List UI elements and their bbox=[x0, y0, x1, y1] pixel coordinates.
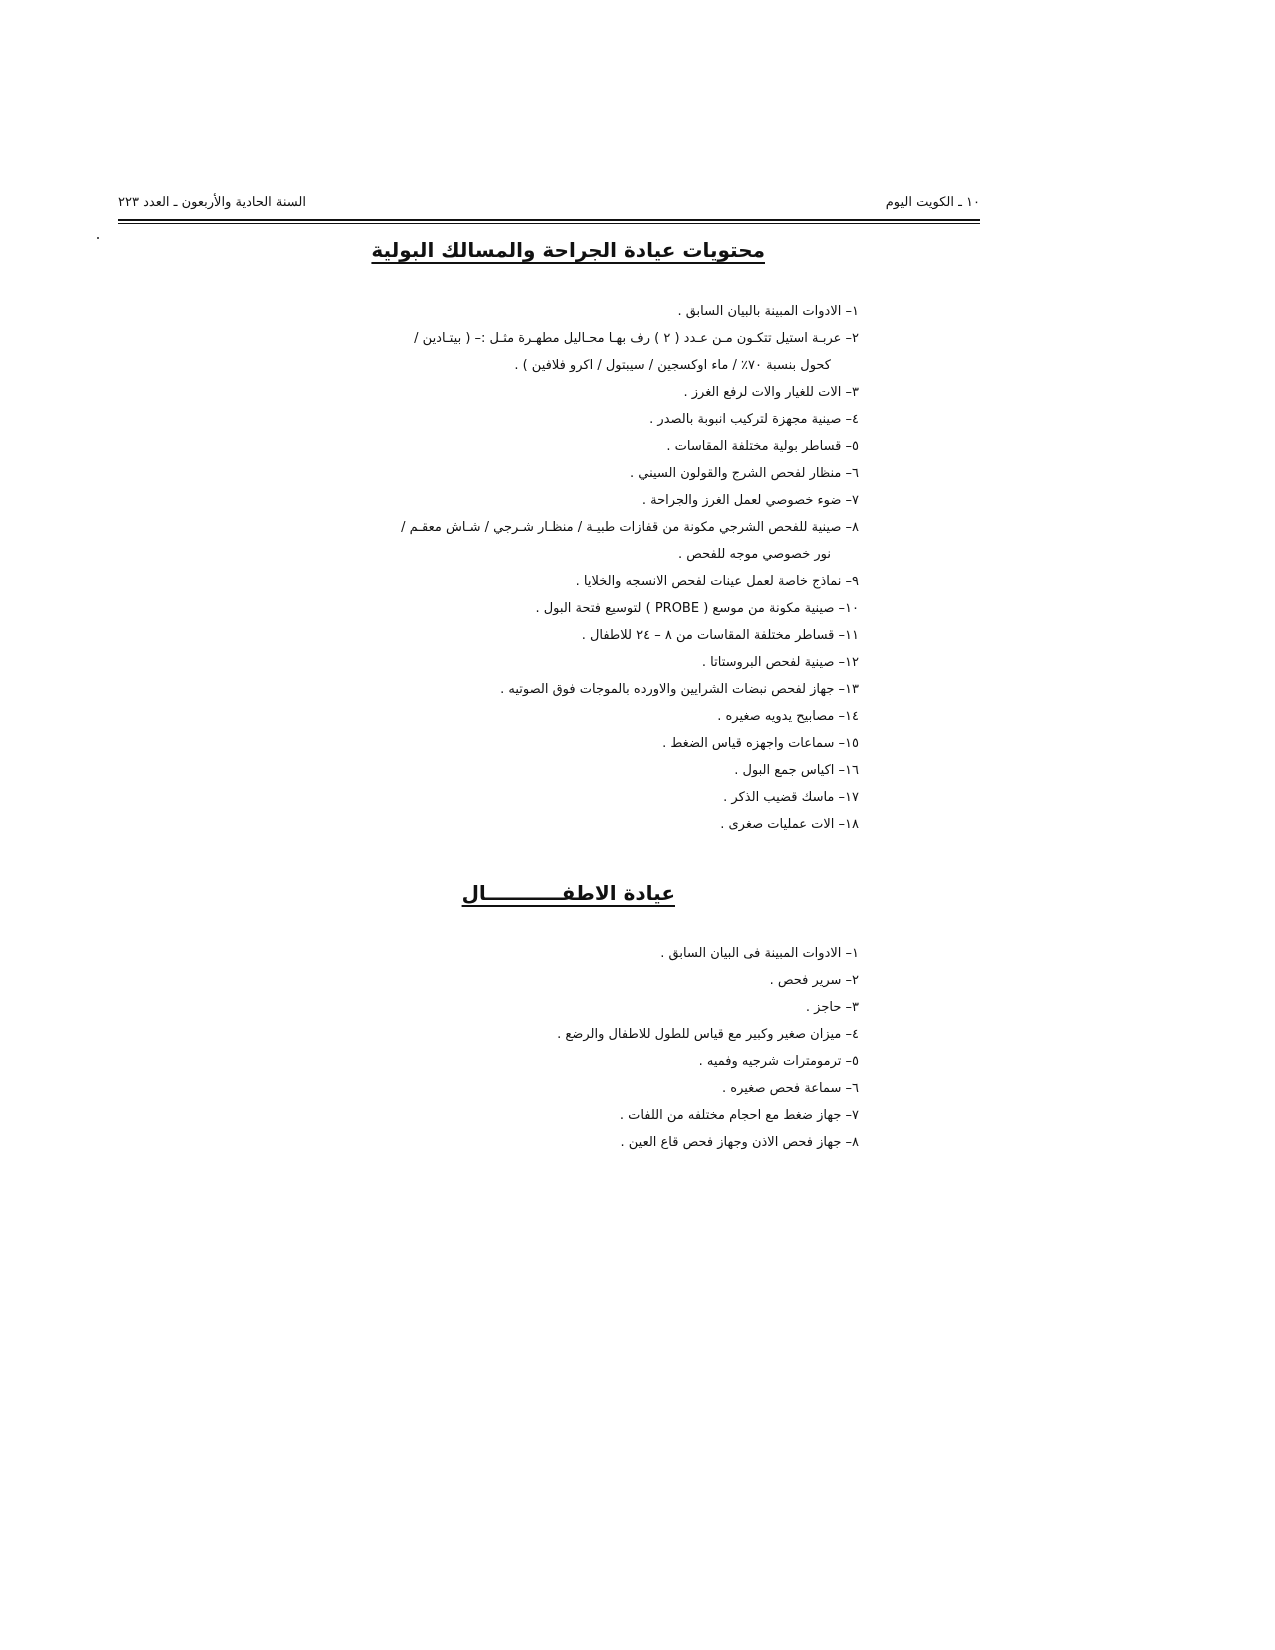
list-item bbox=[239, 784, 859, 811]
list-item bbox=[239, 325, 859, 379]
header-rule-secondary bbox=[118, 223, 980, 224]
list-item bbox=[239, 940, 859, 967]
item-text: ١٦– اكياس جمع البول . bbox=[734, 763, 859, 778]
list-item bbox=[239, 730, 859, 757]
item-text: ٥– قساطر بولية مختلفة المقاسات . bbox=[666, 439, 859, 454]
item-text: ٦– سماعة فحص صغيره . bbox=[722, 1081, 859, 1096]
item-text: ٤– ميزان صغير وكبير مع قياس للطول للاطفال والرضع . bbox=[557, 1027, 859, 1042]
list-item bbox=[239, 433, 859, 460]
surgery-items-list bbox=[239, 298, 859, 838]
item-text: ١٤– مصابيح يدويه صغيره . bbox=[717, 709, 859, 724]
item-text: ٨– جهاز فحص الاذن وجهاز فحص قاع العين . bbox=[620, 1135, 859, 1150]
list-item bbox=[239, 1075, 859, 1102]
issue-label: السنة الحادية والأربعون ـ العدد ٢٢٣ bbox=[118, 195, 306, 210]
list-item bbox=[239, 514, 859, 568]
item-text: ٤– صينية مجهزة لتركيب انبوبة بالصدر . bbox=[649, 412, 859, 427]
list-item bbox=[239, 1129, 859, 1156]
section-title-surgery: محتويات عيادة الجراحة والمسالك البولية bbox=[371, 238, 765, 262]
list-item bbox=[239, 406, 859, 433]
list-item bbox=[239, 676, 859, 703]
item-text: ١٥– سماعات واجهزه قياس الضغط . bbox=[662, 736, 859, 751]
item-text: ١٠– صينية مكونة من موسع ( PROBE ) لتوسيع فتحة البول . bbox=[535, 601, 859, 616]
item-text: ٧– ضوء خصوصي لعمل الغرز والجراحة . bbox=[641, 493, 859, 508]
list-item bbox=[239, 379, 859, 406]
item-text: ١٧– ماسك قضيب الذكر . bbox=[723, 790, 859, 805]
list-item bbox=[239, 811, 859, 838]
item-text: ٩– نماذج خاصة لعمل عينات لفحص الانسجه والخلايا . bbox=[575, 574, 859, 589]
list-item bbox=[239, 994, 859, 1021]
list-item bbox=[239, 595, 859, 622]
list-item bbox=[239, 1048, 859, 1075]
page-number-label: ١٠ ـ الكويت اليوم bbox=[885, 195, 980, 210]
item-text: ١٨– الات عمليات صغرى . bbox=[720, 817, 859, 832]
item-text: ١– الادوات المبينة بالبيان السابق . bbox=[677, 304, 859, 319]
item-text: ٣– حاجز . bbox=[805, 1000, 859, 1015]
list-item bbox=[239, 703, 859, 730]
item-text: ٧– جهاز ضغط مع احجام مختلفه من اللفات . bbox=[619, 1108, 859, 1123]
item-text: ٢– سرير فحص . bbox=[769, 973, 859, 988]
item-text-continued: كحول بنسبة ٧٠٪ / ماء اوكسجين / سيبتول / اكرو فلافين ) . bbox=[514, 358, 831, 373]
header-rule bbox=[118, 219, 980, 221]
list-item bbox=[239, 460, 859, 487]
list-item bbox=[239, 622, 859, 649]
list-item bbox=[239, 1021, 859, 1048]
list-item bbox=[239, 649, 859, 676]
item-text: ٨– صينية للفحص الشرجي مكونة من قفازات طبيـة / منظـار شـرجي / شـاش معقـم / bbox=[401, 520, 859, 535]
scan-speck bbox=[97, 237, 99, 239]
item-text: ٦– منظار لفحص الشرج والقولون السيني . bbox=[629, 466, 859, 481]
list-item bbox=[239, 757, 859, 784]
item-text: ٣– الات للغيار والات لرفع الغرز . bbox=[683, 385, 859, 400]
item-text: ٢– عربـة استيل تتكـون مـن عـدد ( ٢ ) رف بهـا محـاليل مطهـرة مثـل :– ( بيتـادين / bbox=[414, 331, 859, 346]
section-title-pediatrics: عيادة الاطفـــــــــــال bbox=[461, 881, 675, 905]
list-item bbox=[239, 1102, 859, 1129]
item-text: ٥– ترمومترات شرجيه وفميه . bbox=[698, 1054, 859, 1069]
pediatrics-items-list bbox=[239, 940, 859, 1156]
list-item bbox=[239, 487, 859, 514]
list-item bbox=[239, 568, 859, 595]
item-text: ١– الادوات المبينة فى البيان السابق . bbox=[660, 946, 859, 961]
list-item bbox=[239, 298, 859, 325]
page-header bbox=[118, 195, 980, 219]
item-text: ١٢– صينية لفحص البروستاتا . bbox=[701, 655, 859, 670]
item-text-continued: نور خصوصي موجه للفحص . bbox=[677, 547, 831, 562]
item-text: ١٣– جهاز لفحص نبضات الشرايين والاورده بالموجات فوق الصوتيه . bbox=[500, 682, 859, 697]
list-item bbox=[239, 967, 859, 994]
item-text: ١١– قساطر مختلفة المقاسات من ٨ – ٢٤ للاطفال . bbox=[581, 628, 859, 643]
